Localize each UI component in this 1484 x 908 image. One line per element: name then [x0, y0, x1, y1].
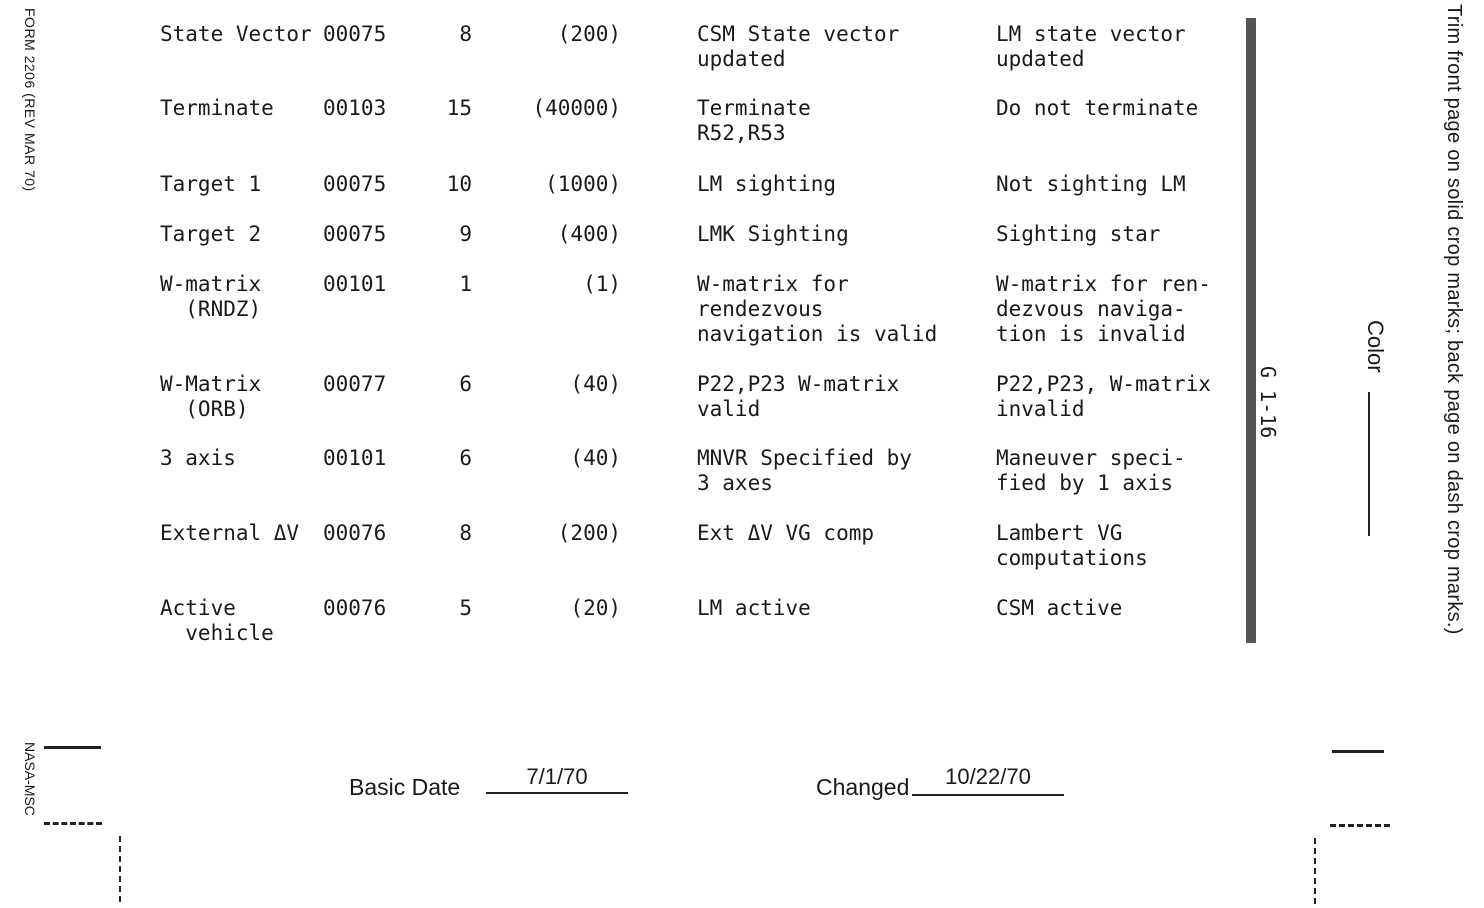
- row-reset-meaning: Lambert VG computations: [996, 521, 1148, 570]
- row-bit: 6: [459, 372, 472, 396]
- changed-date-label: Changed: [816, 774, 910, 800]
- row-code: 00101: [323, 272, 387, 296]
- row-bit: 9: [459, 222, 472, 246]
- row-code: 00101: [323, 446, 387, 470]
- page-index: 1-16: [1256, 390, 1280, 439]
- change-bar: [1246, 18, 1256, 643]
- row-reset-meaning: Do not terminate: [996, 96, 1199, 120]
- row-set-meaning: MNVR Specified by 3 axes: [697, 446, 912, 495]
- agency-margin: NASA-MSC: [22, 742, 38, 816]
- row-value: (40): [570, 446, 621, 470]
- row-reset-meaning: W-matrix for ren- dezvous naviga- tion is invalid: [996, 272, 1211, 346]
- row-code: 00076: [323, 596, 387, 620]
- row-set-meaning: CSM State vector updated: [697, 22, 900, 71]
- row-reset-meaning: CSM active: [996, 596, 1123, 620]
- row-name: W-matrix (RNDZ): [160, 272, 262, 321]
- row-value: (200): [557, 521, 621, 545]
- row-name: Terminate: [160, 96, 274, 120]
- row-code: 00075: [323, 172, 387, 196]
- trim-instructions-margin: Trim front page on solid crop marks; back page on dash crop marks.): [1443, 4, 1465, 635]
- row-name: State Vector: [160, 22, 312, 46]
- color-label: Color: [1363, 320, 1388, 373]
- basic-date-line: [486, 792, 628, 794]
- row-bit: 15: [446, 96, 472, 120]
- row-name: External ΔV: [160, 521, 300, 545]
- row-reset-meaning: P22,P23, W-matrix invalid: [996, 372, 1211, 421]
- row-bit: 8: [459, 521, 472, 545]
- crop-mark-dash-left: [44, 822, 102, 825]
- row-reset-meaning: Sighting star: [996, 222, 1161, 246]
- row-value: (40000): [532, 96, 621, 120]
- crop-mark-vertical-left: [119, 836, 121, 902]
- row-set-meaning: P22,P23 W-matrix valid: [697, 372, 900, 421]
- row-bit: 6: [459, 446, 472, 470]
- row-value: (1000): [545, 172, 621, 196]
- row-reset-meaning: LM state vector updated: [996, 22, 1186, 71]
- row-code: 00075: [323, 22, 387, 46]
- row-name: Active vehicle: [160, 596, 274, 645]
- crop-mark-vertical-right: [1314, 838, 1316, 904]
- row-code: 00077: [323, 372, 387, 396]
- row-code: 00075: [323, 222, 387, 246]
- color-line: [1368, 392, 1370, 536]
- row-reset-meaning: Maneuver speci- fied by 1 axis: [996, 446, 1186, 495]
- crop-mark-solid-right: [1332, 750, 1384, 753]
- row-value: (20): [570, 596, 621, 620]
- basic-date-value: 7/1/70: [526, 764, 588, 789]
- row-set-meaning: W-matrix for rendezvous navigation is valid: [697, 272, 938, 346]
- row-name: W-Matrix (ORB): [160, 372, 262, 421]
- row-reset-meaning: Not sighting LM: [996, 172, 1186, 196]
- page-number: [1258, 366, 1278, 438]
- row-value: (200): [557, 22, 621, 46]
- form-number-margin: FORM 2206 (REV MAR 70): [22, 8, 38, 192]
- row-set-meaning: LM sighting: [697, 172, 837, 196]
- changed-date-value: 10/22/70: [945, 764, 1031, 789]
- row-value: (1): [583, 272, 621, 296]
- row-name: 3 axis: [160, 446, 236, 470]
- row-bit: 8: [459, 22, 472, 46]
- row-bit: 5: [459, 596, 472, 620]
- row-code: 00076: [323, 521, 387, 545]
- row-value: (40): [570, 372, 621, 396]
- row-bit: 10: [446, 172, 472, 196]
- row-name: Target 1: [160, 172, 262, 196]
- crop-mark-dash-right: [1330, 824, 1390, 827]
- basic-date-label: Basic Date: [349, 774, 461, 800]
- row-set-meaning: LMK Sighting: [697, 222, 849, 246]
- row-code: 00103: [323, 96, 387, 120]
- changed-date-line: [912, 794, 1064, 796]
- row-set-meaning: LM active: [697, 596, 811, 620]
- row-bit: 1: [459, 272, 472, 296]
- page-section: G: [1256, 366, 1280, 379]
- row-value: (400): [557, 222, 621, 246]
- crop-mark-solid-left: [44, 746, 101, 749]
- row-name: Target 2: [160, 222, 262, 246]
- row-set-meaning: Ext ΔV VG comp: [697, 521, 875, 545]
- row-set-meaning: Terminate R52,R53: [697, 96, 811, 145]
